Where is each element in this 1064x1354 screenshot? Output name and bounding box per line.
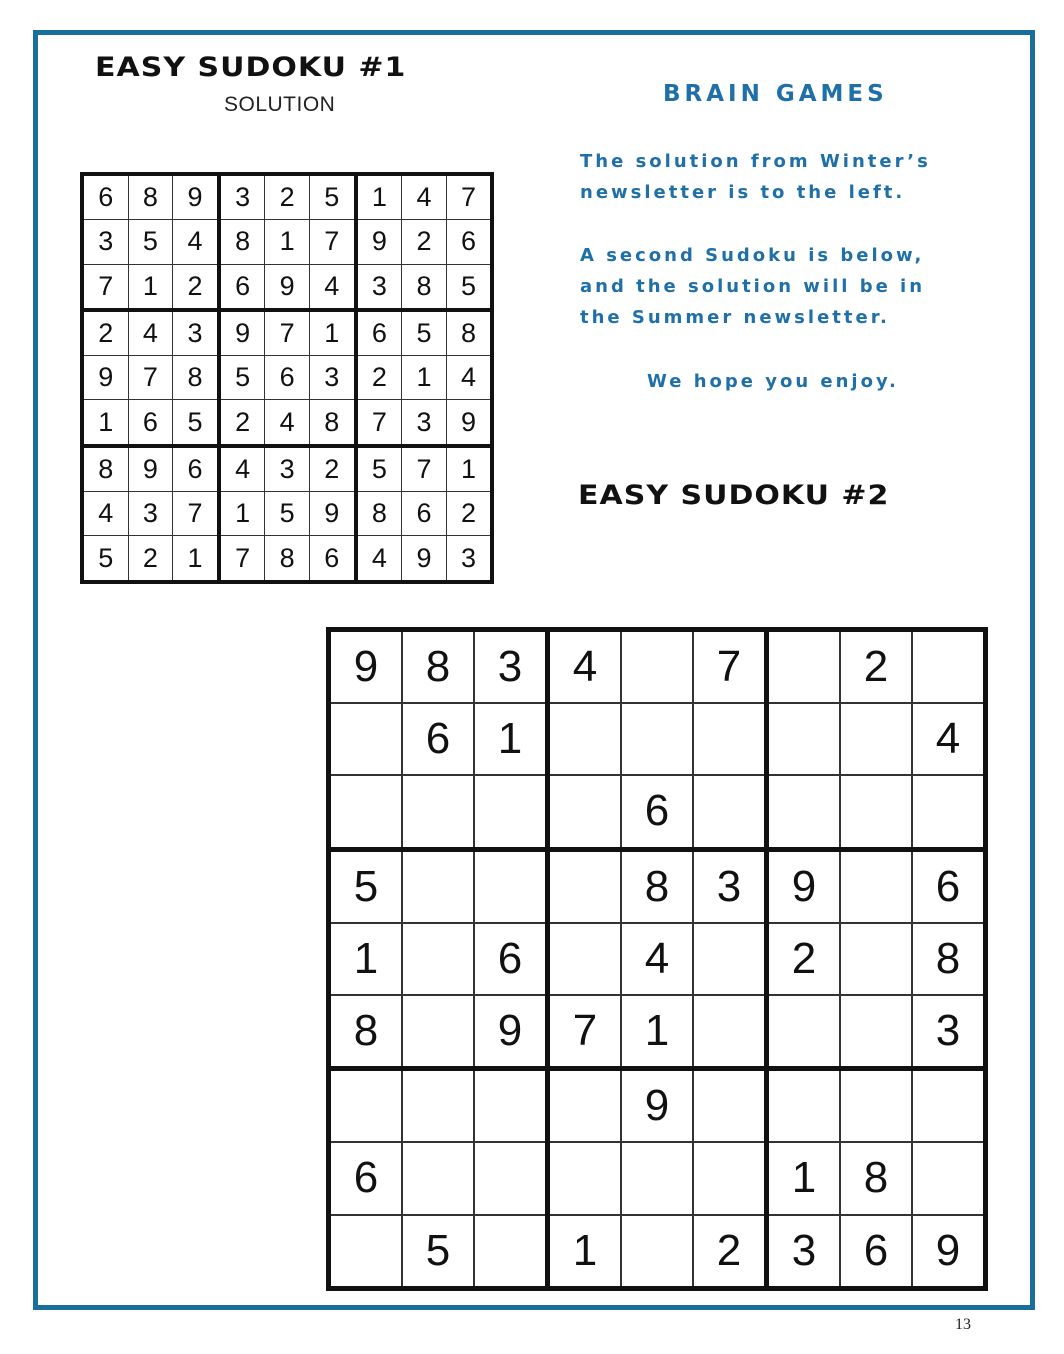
sudoku-cell [912,775,986,849]
sudoku-cell: 4 [548,630,622,704]
sudoku-row [329,703,986,775]
sudoku-cell: 8 [402,630,474,704]
sudoku-row [329,923,986,995]
closing-line: We hope you enjoy. [647,371,899,392]
sudoku-cell: 7 [173,492,219,536]
sudoku-cell: 8 [265,536,310,582]
sudoku-cell: 2 [128,536,173,582]
sudoku-cell: 8 [402,264,447,310]
sudoku-cell: 1 [265,220,310,264]
sudoku-cell [767,995,841,1069]
brain-games-heading: BRAIN GAMES [663,81,888,107]
intro-paragraph-2 [580,240,925,333]
sudoku-cell: 2 [767,923,841,995]
sudoku-row [82,536,492,582]
sudoku-cell: 9 [767,849,841,923]
sudoku-cell [840,849,912,923]
sudoku-row [82,220,492,264]
sudoku-cell [693,775,767,849]
sudoku-cell: 6 [329,1142,403,1214]
sudoku-cell: 7 [82,264,128,310]
sudoku-cell: 6 [309,536,355,582]
sudoku-cell: 9 [329,630,403,704]
sudoku-cell: 8 [219,220,265,264]
sudoku-cell: 6 [356,310,402,356]
sudoku-cell: 5 [402,310,447,356]
sudoku-cell: 5 [82,536,128,582]
sudoku-cell: 8 [173,356,219,400]
sudoku-cell: 7 [402,446,447,492]
sudoku-row [329,775,986,849]
sudoku-cell: 1 [446,446,492,492]
sudoku-cell: 6 [173,446,219,492]
sudoku-row [82,492,492,536]
sudoku-cell [402,1069,474,1143]
sudoku-row [82,356,492,400]
sudoku-cell: 4 [265,400,310,446]
sudoku-cell: 7 [693,630,767,704]
intro-paragraph-1 [580,146,931,208]
sudoku-row [82,310,492,356]
sudoku-cell: 8 [621,849,693,923]
sudoku-cell: 4 [402,174,447,220]
sudoku-row [82,174,492,220]
sudoku-cell: 3 [219,174,265,220]
sudoku-2-title: EASY SUDOKU #2 [578,479,890,512]
sudoku-row [82,264,492,310]
sudoku-cell [693,703,767,775]
sudoku-cell: 8 [82,446,128,492]
sudoku-cell: 9 [621,1069,693,1143]
sudoku-cell: 6 [128,400,173,446]
sudoku-cell: 1 [219,492,265,536]
sudoku-cell: 9 [219,310,265,356]
sudoku-cell [474,849,548,923]
sudoku-cell: 1 [329,923,403,995]
sudoku-cell [840,995,912,1069]
sudoku-cell: 2 [82,310,128,356]
sudoku-cell: 7 [356,400,402,446]
sudoku-row [329,1142,986,1214]
sudoku-cell: 1 [474,703,548,775]
sudoku-row [329,1215,986,1289]
sudoku-cell: 8 [446,310,492,356]
sudoku-cell [912,1142,986,1214]
sudoku-cell [548,1069,622,1143]
sudoku-cell: 4 [356,536,402,582]
sudoku-cell: 6 [82,174,128,220]
sudoku-cell: 9 [173,174,219,220]
sudoku-cell [767,630,841,704]
sudoku-cell: 4 [446,356,492,400]
sudoku-cell: 9 [402,536,447,582]
sudoku-cell: 9 [912,1215,986,1289]
sudoku-cell [548,923,622,995]
sudoku-cell: 5 [128,220,173,264]
sudoku-cell: 3 [309,356,355,400]
sudoku-row [82,446,492,492]
sudoku-cell: 8 [912,923,986,995]
sudoku-cell: 5 [265,492,310,536]
sudoku-cell [402,923,474,995]
sudoku-cell: 5 [219,356,265,400]
sudoku-cell: 1 [173,536,219,582]
sudoku-row [82,400,492,446]
sudoku-cell [548,703,622,775]
sudoku-cell [621,630,693,704]
sudoku-1-subtitle: SOLUTION [224,93,336,116]
intro-line: and the solution will be in [580,276,926,297]
sudoku-cell: 9 [309,492,355,536]
sudoku-cell: 9 [82,356,128,400]
sudoku-cell: 4 [128,310,173,356]
sudoku-cell [329,1069,403,1143]
sudoku-cell [402,775,474,849]
sudoku-cell [840,923,912,995]
sudoku-cell: 7 [128,356,173,400]
sudoku-cell: 5 [329,849,403,923]
sudoku-cell: 4 [82,492,128,536]
sudoku-cell [621,1215,693,1289]
sudoku-cell: 6 [621,775,693,849]
sudoku-1-title: EASY SUDOKU #1 [95,51,407,84]
intro-line: The solution from Winter’s [580,151,931,172]
sudoku-row [329,630,986,704]
sudoku-cell: 1 [82,400,128,446]
sudoku-cell [474,1215,548,1289]
sudoku-cell: 9 [446,400,492,446]
sudoku-cell: 6 [219,264,265,310]
sudoku-cell: 1 [621,995,693,1069]
sudoku-cell: 3 [474,630,548,704]
sudoku-cell [767,703,841,775]
sudoku-cell [693,995,767,1069]
sudoku-cell [693,1142,767,1214]
sudoku-cell: 3 [446,536,492,582]
sudoku-cell: 9 [356,220,402,264]
sudoku-row [329,1069,986,1143]
sudoku-cell: 3 [173,310,219,356]
sudoku-cell: 6 [402,703,474,775]
sudoku-cell: 9 [474,995,548,1069]
sudoku-cell: 4 [621,923,693,995]
sudoku-cell [402,849,474,923]
sudoku-cell: 6 [265,356,310,400]
sudoku-cell [767,775,841,849]
sudoku-cell: 8 [309,400,355,446]
sudoku-cell [548,1142,622,1214]
sudoku-cell: 1 [128,264,173,310]
sudoku-cell [693,923,767,995]
sudoku-cell: 4 [912,703,986,775]
sudoku-cell [840,775,912,849]
sudoku-cell: 5 [356,446,402,492]
sudoku-cell: 1 [356,174,402,220]
sudoku-cell: 5 [173,400,219,446]
sudoku-cell: 3 [912,995,986,1069]
sudoku-row [329,849,986,923]
sudoku-cell: 2 [265,174,310,220]
sudoku-cell [912,1069,986,1143]
sudoku-cell: 6 [446,220,492,264]
sudoku-cell: 9 [265,264,310,310]
sudoku-cell: 6 [402,492,447,536]
sudoku-cell: 7 [309,220,355,264]
sudoku-cell: 3 [693,849,767,923]
sudoku-1-solution-grid [80,172,494,584]
sudoku-cell [329,775,403,849]
sudoku-cell: 8 [840,1142,912,1214]
sudoku-cell [912,630,986,704]
sudoku-cell: 2 [219,400,265,446]
sudoku-cell: 6 [474,923,548,995]
sudoku-cell: 3 [265,446,310,492]
sudoku-cell: 2 [173,264,219,310]
sudoku-cell: 3 [356,264,402,310]
sudoku-cell [329,703,403,775]
sudoku-cell: 2 [840,630,912,704]
sudoku-cell: 3 [402,400,447,446]
sudoku-cell [474,1069,548,1143]
sudoku-cell: 3 [767,1215,841,1289]
sudoku-cell: 5 [402,1215,474,1289]
sudoku-cell [621,703,693,775]
sudoku-row [329,995,986,1069]
sudoku-cell: 2 [402,220,447,264]
sudoku-cell: 1 [309,310,355,356]
sudoku-cell [474,775,548,849]
sudoku-cell: 1 [548,1215,622,1289]
sudoku-cell [402,995,474,1069]
sudoku-cell: 7 [446,174,492,220]
sudoku-cell: 4 [173,220,219,264]
page-number: 13 [955,1316,971,1333]
sudoku-cell: 1 [767,1142,841,1214]
sudoku-cell [840,1069,912,1143]
sudoku-cell [474,1142,548,1214]
sudoku-cell: 5 [446,264,492,310]
sudoku-cell [548,775,622,849]
sudoku-cell: 8 [128,174,173,220]
sudoku-2-puzzle-grid [326,627,988,1291]
sudoku-cell: 5 [309,174,355,220]
sudoku-cell: 7 [548,995,622,1069]
sudoku-cell [548,849,622,923]
sudoku-cell: 7 [219,536,265,582]
sudoku-cell: 2 [309,446,355,492]
sudoku-cell: 3 [82,220,128,264]
sudoku-cell: 2 [693,1215,767,1289]
intro-line: A second Sudoku is below, [580,245,925,266]
sudoku-cell: 3 [128,492,173,536]
sudoku-cell [693,1069,767,1143]
sudoku-cell: 9 [128,446,173,492]
sudoku-cell: 7 [265,310,310,356]
sudoku-cell [402,1142,474,1214]
sudoku-cell: 6 [840,1215,912,1289]
sudoku-cell: 4 [219,446,265,492]
sudoku-cell [621,1142,693,1214]
sudoku-cell: 2 [446,492,492,536]
sudoku-cell [767,1069,841,1143]
sudoku-cell: 4 [309,264,355,310]
sudoku-cell: 6 [912,849,986,923]
sudoku-cell: 1 [402,356,447,400]
sudoku-cell [329,1215,403,1289]
sudoku-cell: 8 [356,492,402,536]
intro-line: newsletter is to the left. [580,182,906,203]
sudoku-cell: 8 [329,995,403,1069]
sudoku-cell [840,703,912,775]
intro-line: the Summer newsletter. [580,307,890,328]
sudoku-cell: 2 [356,356,402,400]
